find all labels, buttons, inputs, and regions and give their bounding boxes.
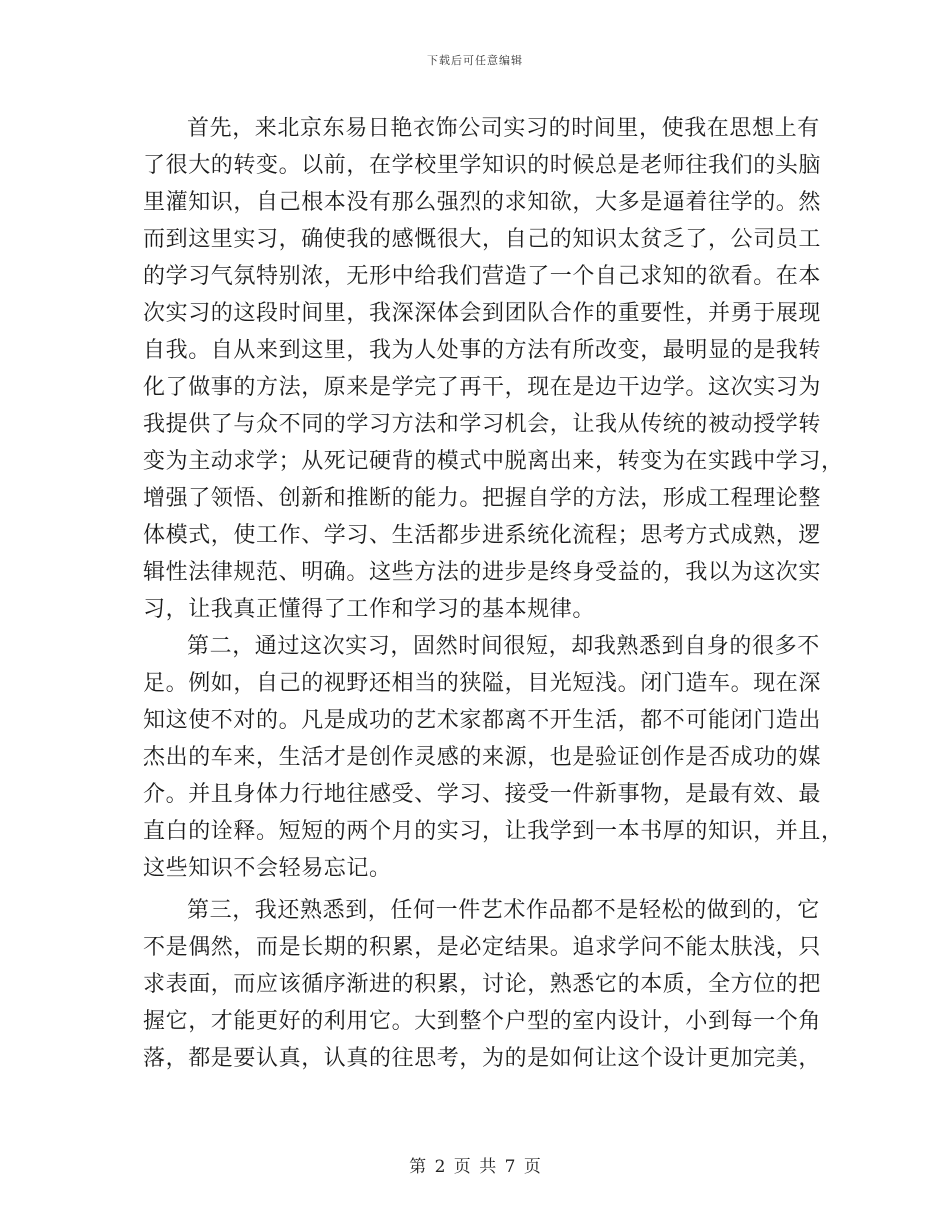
paragraph-3 [143,892,822,1077]
text-line: 直白的诠释。短短的两个月的实习，让我学到一本书厚的知识，并且， [143,819,844,844]
text-line: 首先，来北京东易日艳衣饰公司实习的时间里，使我在思想上有 [187,116,820,141]
text-line: 求表面，而应该循序渐进的积累，讨论，熟悉它的本质，全方位的把 [143,972,822,997]
paragraph-1 [143,110,844,628]
text-line: 次实习的这段时间里，我深深体会到团队合作的重要性，并勇于展现 [143,301,822,326]
text-line: 而到这里实习，确使我的感慨很大，自己的知识太贫乏了，公司员工 [143,227,822,252]
text-line: 这些知识不会轻易忘记。 [143,856,392,881]
text-line: 知这使不对的。凡是成功的艺术家都离不开生活，都不可能闭门造出 [143,708,822,733]
text-line: 了很大的转变。以前，在学校里学知识的时候总是老师往我们的头脑 [143,153,822,178]
text-line: 不是偶然，而是长期的积累，是必定结果。追求学问不能太肤浅，只 [143,935,822,960]
text-line: 化了做事的方法，原来是学完了再干，现在是边干边学。这次实习为 [143,375,822,400]
text-line: 体模式，使工作、学习、生活都步进系统化流程；思考方式成熟，逻 [143,523,822,548]
text-line: 辑性法律规范、明确。这些方法的进步是终身受益的，我以为这次实 [143,560,822,585]
paragraph-2 [143,628,844,887]
text-line: 的学习气氛特别浓，无形中给我们营造了一个自己求知的欲看。在本 [143,264,822,289]
document-body [143,110,844,1077]
text-line: 第三，我还熟悉到，任何一件艺术作品都不是轻松的做到的，它 [187,898,820,923]
text-line: 自我。自从来到这里，我为人处事的方法有所改变，最明显的是我转 [143,338,822,363]
text-line: 习，让我真正懂得了工作和学习的基本规律。 [143,597,596,622]
text-line: 落，都是要认真，认真的往思考，为的是如何让这个设计更加完美， [143,1046,822,1071]
text-line: 第二，通过这次实习，固然时间很短，却我熟悉到自身的很多不 [187,634,820,659]
text-line: 变为主动求学；从死记硬背的模式中脱离出来，转变为在实践中学习， [143,449,844,474]
text-line: 我提供了与众不同的学习方法和学习机会，让我从传统的被动授学转 [143,412,822,437]
text-line: 里灌知识，自己根本没有那么强烈的求知欲，大多是逼着往学的。然 [143,190,822,215]
text-line: 介。并且身体力行地往感受、学习、接受一件新事物，是最有效、最 [143,782,822,807]
text-line: 增强了领悟、创新和推断的能力。把握自学的方法，形成工程理论整 [143,486,822,511]
text-line: 足。例如，自己的视野还相当的狭隘，目光短浅。闭门造车。现在深 [143,671,822,696]
page-header-note: 下载后可任意编辑 [427,54,523,67]
text-line: 握它，才能更好的利用它。大到整个户型的室内设计，小到每一个角 [143,1009,822,1034]
page-number-footer: 第 2 页 共 7 页 [409,1157,541,1177]
text-line: 杰出的车来，生活才是创作灵感的来源，也是验证创作是否成功的媒 [143,745,822,770]
